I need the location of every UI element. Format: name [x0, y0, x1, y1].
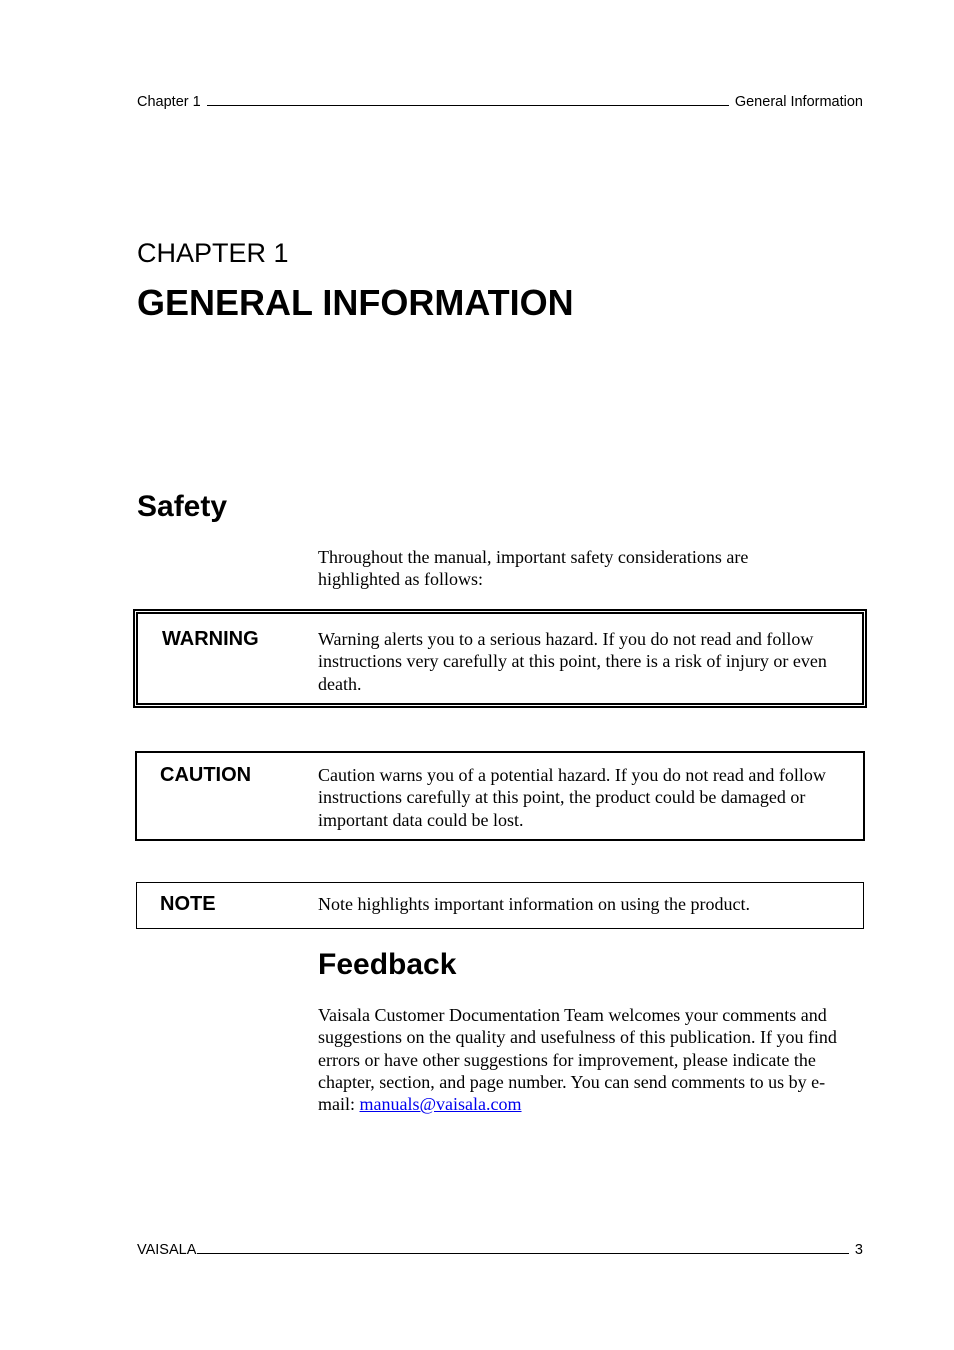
- safety-heading: Safety: [137, 490, 228, 523]
- header-section: General Information: [734, 94, 863, 110]
- warning-callout: [133, 609, 867, 708]
- chapter-label: CHAPTER 1: [137, 238, 289, 268]
- caution-text: Caution warns you of a potential hazard. If you do not read and follow instructions carefully at this point, the product could be damaged or important data could be lost.: [318, 765, 826, 830]
- warning-text: Warning alerts you to a serious hazard. If you do not read and follow instructions very carefully at this point, there is a risk of injury or even death.: [318, 629, 827, 694]
- feedback-text: [318, 1004, 848, 1115]
- header-chapter: Chapter 1: [137, 94, 201, 110]
- header-rule: [207, 105, 729, 106]
- footer-company: VAISALA: [137, 1242, 197, 1258]
- caution-label: CAUTION: [160, 764, 252, 786]
- warning-label: WARNING: [162, 628, 259, 650]
- chapter-title: GENERAL INFORMATION: [137, 282, 574, 323]
- caution-callout: [135, 751, 865, 841]
- feedback-heading: Feedback: [318, 948, 457, 981]
- footer-page-number: 3: [854, 1242, 863, 1258]
- feedback-email-link[interactable]: manuals@vaisala.com: [359, 1094, 522, 1115]
- note-label: NOTE: [160, 893, 216, 915]
- feedback-body: Vaisala Customer Documentation Team welcomes your comments and suggestions on the quality and usefulness of this publication. If you find errors or have other suggestions for improvement, please indicate the chapter, section, and page number. You can send comments to us by e-mail:: [318, 1005, 837, 1115]
- page-footer: [137, 1238, 863, 1258]
- note-callout: [136, 882, 864, 929]
- safety-intro: Throughout the manual, important safety considerations are highlighted as follows:: [318, 547, 749, 590]
- page-header: [137, 90, 863, 110]
- note-text: Note highlights important information on using the product.: [318, 894, 750, 914]
- footer-rule: [197, 1253, 849, 1254]
